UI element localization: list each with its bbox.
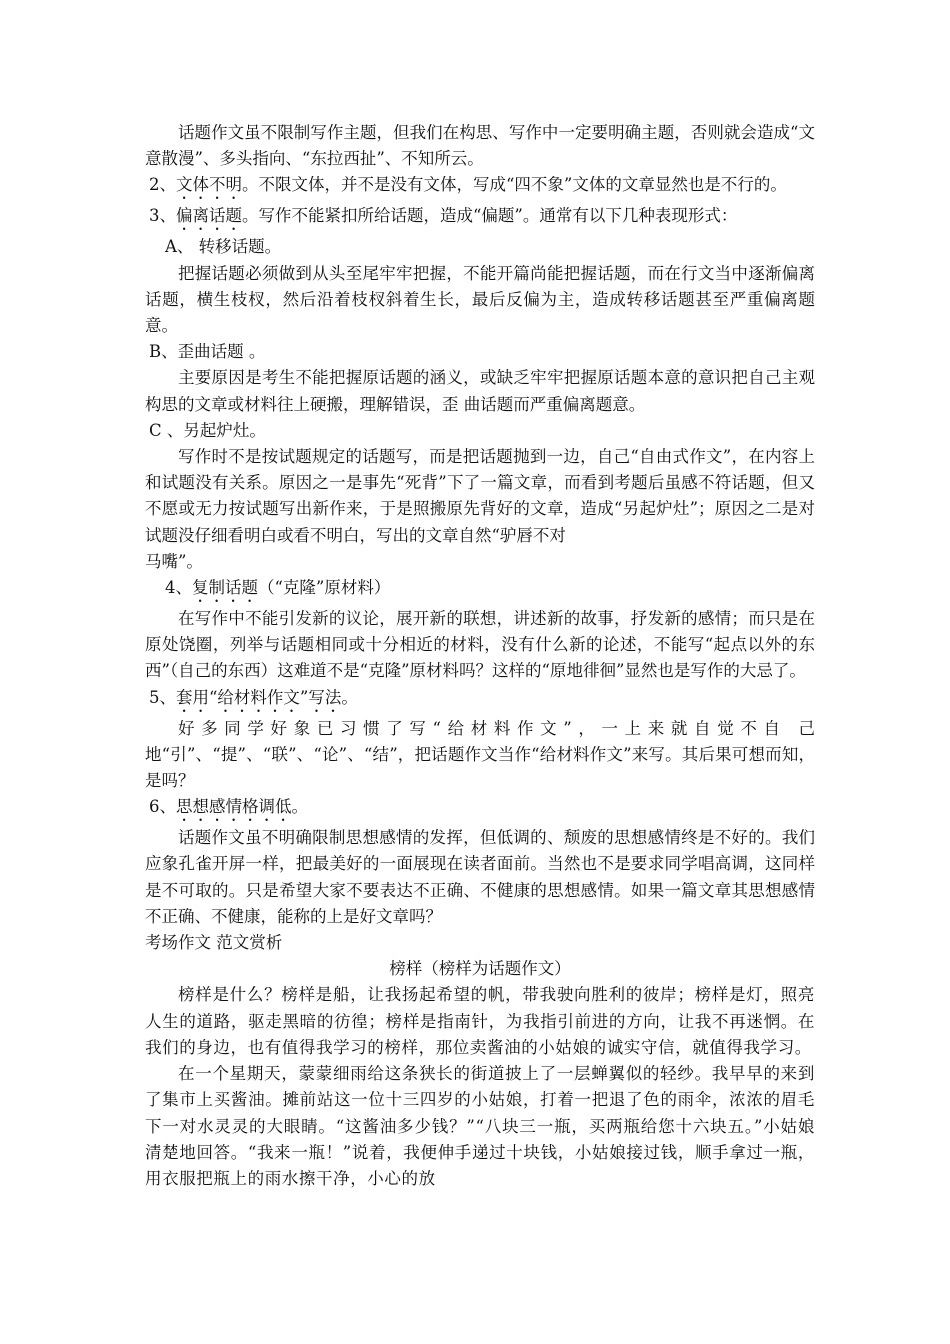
heading-2-number: 2、	[149, 175, 176, 195]
paragraph-b: 主要原因是考生不能把握原话题的涵义，或缺乏牢牢把握原话题本意的意识把自己主观构思的文章或材料往上硬搬，理解错误，歪 曲话题而严重偏离题意。	[145, 368, 815, 414]
heading-3-emphasis: 偏离话题	[176, 206, 242, 226]
heading-3-rest: 。写作不能紧扣所给话题，造成“偏题”。通常有以下几种表现形式：	[242, 206, 738, 226]
intro-paragraph: 话题作文虽不限制写作主题，但我们在构思、写作中一定要明确主题，否则就会造成“文意散漫”、多头指向、“东拉西扯”、不知所云。	[145, 123, 815, 169]
heading-6-number: 6、	[149, 797, 176, 817]
essay-title: 榜样（榜样为话题作文）	[389, 959, 571, 979]
heading-3	[145, 203, 815, 234]
paragraph-6: 话题作文虽不明确限制思想感情的发挥，但低调的、颓废的思想感情终是不好的。我们应象孔雀开屏一样，把最美好的一面展现在读者面前。当然也不是要求同学唱高调，这同样是不可取的。只是希望大家不要表达不正确、不健康的思想感情。如果一篇文章其思想感情不正确、不健康，能称的上是好文章吗？	[145, 828, 815, 926]
heading-6-emphasis: 思想感情格调低	[176, 797, 292, 817]
subheading-b: B、歪曲话题 。	[149, 342, 266, 362]
essay-paragraph-1: 榜样是什么？榜样是船，让我扬起希望的帆，带我驶向胜利的彼岸；榜样是灯，照亮人生的道路，驱走黑暗的彷徨；榜样是指南针，为我指引前进的方向，让我不再迷惘。在我们的身边，也有值得我学习的榜样，那位卖酱油的小姑娘的诚实守信，就值得我学习。	[145, 985, 815, 1057]
heading-2	[145, 172, 815, 203]
subheading-a: A、 转移话题。	[165, 237, 282, 257]
paragraph-c: 写作时不是按试题规定的话题写，而是把话题抛到一边，自己“自由式作文”，在内容上和试题没有关系。原因之一是事先“死背”下了一篇文章，而看到考题后虽感不符话题，但又不愿或无力按试题写出新作来，于是照搬原先背好的文章，造成“另起炉灶”；原因之二是对试题没仔细看明白或看不明白，写出的文章自然“驴唇不对	[145, 447, 815, 545]
heading-5-rest: 。	[341, 687, 358, 707]
heading-6	[145, 794, 815, 825]
heading-2-emphasis: 文体不明	[176, 175, 242, 195]
document-body	[145, 120, 815, 1192]
heading-2-rest: 。不限文体，并不是没有文体，写成“四不象”文体的文章显然也是不行的。	[242, 175, 787, 195]
heading-4	[145, 575, 815, 606]
section-heading: 考场作文 范文赏析	[145, 933, 283, 953]
essay-paragraph-2: 在一个星期天，蒙蒙细雨给这条狭长的街道披上了一层蝉翼似的轻纱。我早早的来到了集市上买酱油。摊前站这一位十三四岁的小姑娘，打着一把退了色的雨伞，浓浓的眉毛下一对水灵灵的大眼睛。“这酱油多少钱？”“八块三一瓶，买两瓶给您十六块五。”小姑娘清楚地回答。“我来一瓶！”说着，我便伸手递过十块钱，小姑娘接过钱，顺手拿过一瓶，用衣服把瓶上的雨水擦干净，小心的放	[145, 1064, 815, 1188]
heading-4-number: 4、	[165, 578, 192, 598]
paragraph-a: 把握话题必须做到从头至尾牢牢把握，不能开篇尚能把握话题，而在行文当中逐渐偏离话题，横生枝杈，然后沿着枝杈斜着生长，最后反偏为主，造成转移话题甚至严重偏离题意。	[145, 263, 815, 336]
heading-5-number: 5、	[149, 687, 176, 707]
heading-3-number: 3、	[149, 206, 176, 226]
paragraph-4: 在写作中不能引发新的议论，展开新的联想，讲述新的故事，抒发新的感情；而只是在原处饶圈，列举与话题相同或十分相近的材料，没有什么新的论述，不能写“起点以外的东西”（自己的东西）这难道不是“克隆”原材料吗？这样的“原地徘徊”显然也是写作的大忌了。	[145, 609, 815, 681]
heading-4-rest: （“克隆”原材料）	[258, 578, 391, 598]
heading-4-emphasis: 复制话题	[192, 578, 258, 598]
heading-5	[145, 685, 815, 716]
paragraph-c-end: 马嘴”。	[145, 551, 203, 571]
heading-5-emphasis: 套用“给材料作文”写法	[176, 687, 342, 707]
paragraph-5: 好多同学好象已习惯了写“给材料作文”，一上来就自觉不自 己地“引”、“提”、“联”、“论”、“结”，把话题作文当作“给材料作文”来写。其后果可想而知，是吗？	[145, 718, 815, 791]
subheading-c: C 、另起炉灶。	[149, 420, 266, 440]
heading-6-rest: 。	[291, 797, 308, 817]
